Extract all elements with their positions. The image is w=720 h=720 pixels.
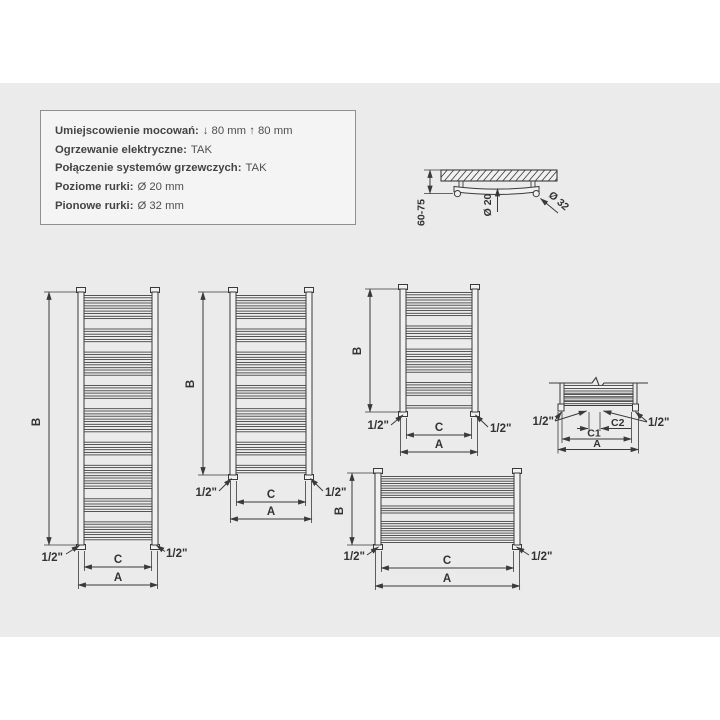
horizontal-rung bbox=[236, 301, 306, 303]
horizontal-rung bbox=[84, 409, 152, 411]
vertical-collector-tube bbox=[472, 289, 478, 412]
horizontal-rung bbox=[406, 406, 472, 408]
horizontal-rung bbox=[84, 373, 152, 375]
dim-label-horizontal-tube-diameter: Ø 20 bbox=[482, 193, 494, 217]
vertical-collector-tube bbox=[306, 292, 312, 475]
horizontal-rung bbox=[236, 391, 306, 393]
wall-mount-section-detail bbox=[424, 168, 573, 213]
vertical-collector-tube bbox=[78, 292, 84, 545]
dim-label-c2: C2 bbox=[611, 417, 625, 429]
horizontal-rung bbox=[84, 465, 152, 467]
horizontal-rung bbox=[406, 303, 472, 305]
horizontal-rung bbox=[236, 316, 306, 318]
horizontal-rung bbox=[406, 365, 472, 367]
dim-label-connection-r5-left: 1/2" bbox=[532, 416, 554, 428]
horizontal-rung bbox=[564, 402, 633, 404]
horizontal-rung bbox=[381, 536, 514, 538]
spec-label: Pionowe rurki: bbox=[55, 199, 134, 212]
horizontal-rung bbox=[406, 354, 472, 356]
leader-arrow bbox=[367, 547, 379, 555]
horizontal-rung bbox=[236, 363, 306, 365]
horizontal-rung bbox=[381, 481, 514, 483]
horizontal-rung bbox=[236, 447, 306, 449]
dim-label-connection-r2-left: 1/2" bbox=[195, 487, 217, 499]
horizontal-rung bbox=[236, 339, 306, 341]
radiator-front-wide bbox=[347, 469, 529, 591]
horizontal-rung bbox=[84, 532, 152, 534]
dim-label-c1: C1 bbox=[587, 427, 601, 440]
horizontal-rung bbox=[84, 486, 152, 488]
horizontal-rung bbox=[236, 471, 306, 473]
leader-arrow bbox=[555, 411, 587, 421]
horizontal-rung bbox=[84, 386, 152, 388]
vertical-collector-tube bbox=[514, 473, 520, 545]
dim-label-outer-width-r5: A bbox=[593, 438, 601, 450]
horizontal-rung bbox=[84, 357, 152, 359]
horizontal-rung bbox=[381, 511, 514, 513]
horizontal-rung bbox=[84, 316, 152, 318]
collector-tube-end bbox=[454, 191, 460, 197]
horizontal-rung bbox=[84, 476, 152, 478]
dim-label-inner-width-r3: C bbox=[434, 422, 444, 434]
dim-label-height-r4: B bbox=[334, 506, 346, 516]
horizontal-rung bbox=[84, 522, 152, 524]
horizontal-rung bbox=[84, 504, 152, 506]
horizontal-rung bbox=[84, 329, 152, 331]
horizontal-rung bbox=[381, 486, 514, 488]
side-tab bbox=[558, 404, 564, 411]
horizontal-rung bbox=[236, 334, 306, 336]
dim-label-inner-width-r4: C bbox=[442, 555, 452, 567]
horizontal-rung bbox=[381, 521, 514, 523]
spec-label: Ogrzewanie elektryczne: bbox=[55, 143, 187, 156]
leader-arrow bbox=[219, 479, 232, 492]
horizontal-rung bbox=[564, 386, 633, 389]
dim-label-connection-r5-right: 1/2" bbox=[648, 417, 670, 429]
spec-label: Połączenie systemów grzewczych: bbox=[55, 162, 242, 175]
dim-label-height-r2: B bbox=[185, 379, 197, 389]
horizontal-rung bbox=[236, 357, 306, 359]
horizontal-rung bbox=[236, 419, 306, 421]
horizontal-rung bbox=[236, 424, 306, 426]
spec-value: ↓ 80 mm ↑ 80 mm bbox=[202, 125, 293, 137]
dim-label-outer-width-r2: A bbox=[266, 506, 276, 518]
horizontal-rung bbox=[84, 339, 152, 341]
horizontal-rung bbox=[381, 491, 514, 493]
horizontal-rung bbox=[564, 395, 633, 397]
horizontal-rung bbox=[406, 370, 472, 372]
dim-label-connection-r3-left: 1/2" bbox=[367, 420, 389, 432]
horizontal-rung bbox=[84, 391, 152, 393]
horizontal-rung bbox=[84, 471, 152, 473]
horizontal-rung bbox=[406, 298, 472, 300]
horizontal-rung bbox=[84, 430, 152, 432]
spec-label: Umiejscowienie mocowań: bbox=[55, 125, 199, 137]
radiator-front-tall bbox=[41, 288, 165, 590]
horizontal-rung bbox=[381, 531, 514, 533]
horizontal-rung bbox=[381, 495, 514, 497]
horizontal-rung bbox=[381, 526, 514, 528]
side-tab bbox=[633, 404, 639, 411]
horizontal-rung bbox=[236, 368, 306, 370]
spec-value: TAK bbox=[245, 162, 267, 175]
dim-label-outer-width-r3: A bbox=[434, 439, 444, 451]
horizontal-rung bbox=[84, 352, 152, 354]
horizontal-rung bbox=[406, 383, 472, 385]
horizontal-rung bbox=[406, 326, 472, 328]
dim-label-connection-r2-right: 1/2" bbox=[325, 487, 347, 499]
spec-value: Ø 32 mm bbox=[137, 199, 184, 212]
horizontal-rung bbox=[84, 442, 152, 444]
horizontal-rung bbox=[84, 527, 152, 529]
horizontal-rung bbox=[84, 306, 152, 308]
horizontal-rung bbox=[406, 336, 472, 338]
horizontal-rung bbox=[84, 414, 152, 416]
horizontal-rung bbox=[406, 349, 472, 351]
horizontal-rung bbox=[406, 388, 472, 390]
vertical-collector-tube bbox=[152, 292, 158, 545]
spec-value: TAK bbox=[190, 143, 212, 156]
horizontal-rung bbox=[84, 447, 152, 449]
horizontal-rung bbox=[84, 311, 152, 313]
dim-label-connection-r4-right: 1/2" bbox=[531, 551, 553, 563]
leader-arrow bbox=[311, 479, 324, 492]
horizontal-rung bbox=[236, 306, 306, 308]
horizontal-rung bbox=[236, 430, 306, 432]
horizontal-rung bbox=[236, 453, 306, 455]
dim-label-connection-r3-right: 1/2" bbox=[490, 423, 512, 435]
horizontal-rung bbox=[406, 308, 472, 310]
dim-label-wall-offset: 60-75 bbox=[415, 199, 428, 226]
leader-arrow bbox=[517, 547, 530, 555]
horizontal-rung bbox=[84, 509, 152, 511]
spec-value: Ø 20 mm bbox=[137, 181, 184, 194]
dim-label-height-r1: B bbox=[31, 417, 43, 427]
horizontal-rung bbox=[236, 296, 306, 298]
dim-label-inner-width-r1: C bbox=[113, 554, 123, 566]
dim-label-connection-r1-left: 1/2" bbox=[41, 552, 63, 564]
horizontal-rung bbox=[564, 391, 633, 393]
vertical-collector-tube bbox=[230, 292, 236, 475]
radiator-curved-profile bbox=[454, 187, 539, 195]
leader-arrow bbox=[391, 415, 403, 425]
dim-label-connection-r4-left: 1/2" bbox=[343, 551, 365, 563]
horizontal-rung bbox=[236, 465, 306, 467]
horizontal-rung bbox=[236, 373, 306, 375]
dim-label-outer-width-r4: A bbox=[442, 573, 452, 585]
drawing-shape bbox=[560, 168, 573, 183]
horizontal-rung bbox=[84, 301, 152, 303]
horizontal-rung bbox=[236, 329, 306, 331]
vertical-collector-tube bbox=[375, 473, 381, 545]
horizontal-rung bbox=[236, 442, 306, 444]
horizontal-rung bbox=[84, 538, 152, 540]
horizontal-rung bbox=[381, 540, 514, 542]
horizontal-rung bbox=[84, 363, 152, 365]
dim-label-inner-width-r2: C bbox=[266, 489, 276, 501]
horizontal-rung bbox=[84, 424, 152, 426]
dim-label-vertical-tube-diameter: Ø 32 bbox=[546, 189, 572, 214]
horizontal-rung bbox=[564, 398, 633, 400]
dim-label-outer-width-r1: A bbox=[113, 572, 123, 584]
collector-tube-end bbox=[533, 191, 539, 197]
horizontal-rung bbox=[236, 311, 306, 313]
horizontal-rung bbox=[236, 386, 306, 388]
horizontal-rung bbox=[406, 331, 472, 333]
horizontal-rung bbox=[84, 453, 152, 455]
horizontal-rung bbox=[406, 293, 472, 295]
horizontal-rung bbox=[236, 396, 306, 398]
horizontal-rung bbox=[236, 414, 306, 416]
horizontal-rung bbox=[84, 296, 152, 298]
horizontal-rung bbox=[84, 419, 152, 421]
horizontal-rung bbox=[406, 393, 472, 395]
vertical-collector-tube bbox=[400, 289, 406, 412]
horizontal-rung bbox=[406, 360, 472, 362]
horizontal-rung bbox=[84, 499, 152, 501]
dim-label-height-r3: B bbox=[352, 346, 364, 356]
horizontal-rung bbox=[84, 334, 152, 336]
dim-label-connection-r1-right: 1/2" bbox=[166, 548, 188, 560]
horizontal-rung bbox=[84, 481, 152, 483]
horizontal-rung bbox=[236, 409, 306, 411]
horizontal-rung bbox=[381, 477, 514, 479]
horizontal-rung bbox=[84, 368, 152, 370]
horizontal-rung bbox=[236, 352, 306, 354]
horizontal-rung bbox=[84, 396, 152, 398]
spec-label: Poziome rurki: bbox=[55, 181, 134, 194]
horizontal-rung bbox=[406, 313, 472, 315]
horizontal-rung bbox=[381, 506, 514, 508]
